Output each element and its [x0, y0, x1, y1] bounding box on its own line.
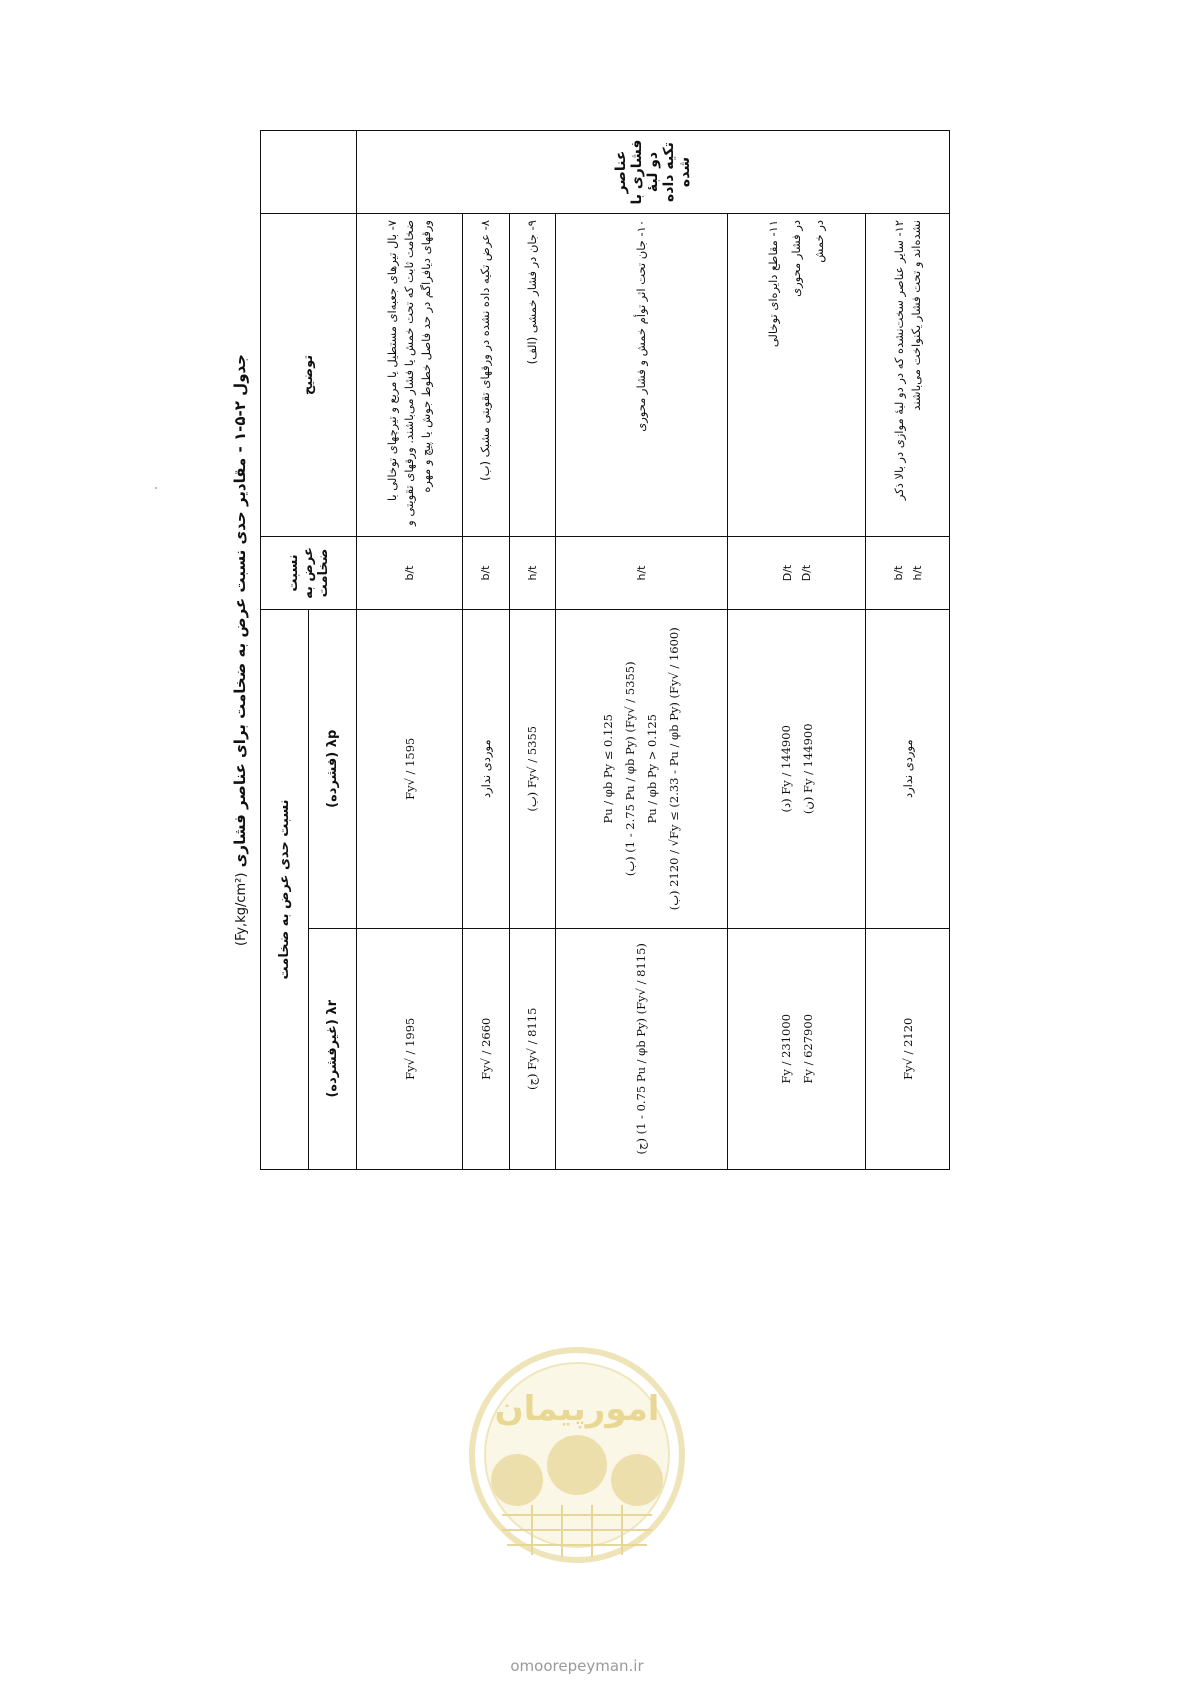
header-limit-group: نسبت حدی عرض به ضخامت	[261, 610, 309, 1170]
row-ratio: b/t	[356, 537, 463, 610]
row-lambda-p: 1595 / √Fy	[356, 610, 463, 929]
formula-line: Pu / φb Py ≤ 0.125	[601, 714, 616, 824]
description-line: ۱۱- مقاطع دایره‌ای توخالی	[766, 220, 781, 348]
row-lambda-p: 5355 / √Fy (ب)	[509, 610, 555, 929]
title-text: جدول ۲-۵-۱ - مقادیر حدی نسبت عرض به ضخامت برای عناصر فشاری	[231, 354, 249, 868]
table-row	[356, 131, 463, 1170]
limit-ratio-table	[260, 130, 950, 1170]
table-row	[866, 131, 950, 1170]
formula-line: 144900 / Fy (ن)	[800, 723, 815, 815]
row-lambda-r	[727, 928, 866, 1169]
ratio-line: D/t	[799, 564, 813, 582]
ratio-line: D/t	[780, 564, 794, 582]
ratio-line: h/t	[910, 565, 924, 581]
table-row	[555, 131, 727, 1170]
table-title	[222, 130, 258, 1170]
row-lambda-p: موردی ندارد	[463, 610, 509, 929]
header-row	[261, 131, 309, 1170]
table-row	[463, 131, 509, 1170]
row-description: ۹- جان در فشار خمشی (الف)	[509, 214, 555, 537]
row-ratio: h/t	[509, 537, 555, 610]
row-lambda-r: (8115 / √Fy) (1 - 0.75 Pu / φb Py) (ج)	[555, 928, 727, 1169]
rotated-table-page	[222, 130, 1191, 1155]
row-lambda-p	[555, 610, 727, 929]
row-description: ۷- بال تیرهای جعبه‌ای مستطیل یا مربع و تیرچهای توخالی با ضخامت ثابت که تحت خمش یا فشار می‌باشند. ورقهای تقویتی و ورقهای دیافراگم در حد فاصل خطوط جوش یا پیچ و مهره	[356, 214, 463, 537]
row-lambda-r: 1995 / √Fy	[356, 928, 463, 1169]
ratio-line: b/t	[891, 565, 905, 581]
header-ratio: نسبت عرض به ضخامت	[261, 537, 357, 610]
row-lambda-r: 2660 / √Fy	[463, 928, 509, 1169]
scan-dust-dot	[155, 487, 157, 489]
row-description: ۱۰- جان تحت اثر توأم خمش و فشار محوری	[555, 214, 727, 537]
row-lambda-r: 8115 / √Fy (ج)	[509, 928, 555, 1169]
description-line: در فشار محوری	[789, 220, 804, 297]
header-description: توضیح	[261, 214, 357, 537]
row-ratio	[727, 537, 866, 610]
logo-emblem-icon	[462, 1345, 692, 1605]
logo-text: امورپیمان	[494, 1389, 660, 1429]
row-lambda-r: 2120 / √Fy	[866, 928, 950, 1169]
formula-line: (1600 / √Fy) (2.33 - Pu / φb Py) ≥ 2120 / √Fy (ب)	[667, 627, 682, 911]
description-line: در خمش	[812, 220, 827, 263]
row-ratio: h/t	[555, 537, 727, 610]
row-lambda-p	[727, 610, 866, 929]
watermark-logo	[462, 1345, 692, 1605]
row-lambda-p: موردی ندارد	[866, 610, 950, 929]
formula-line: (5355 / √Fy) (1 - 2.75 Pu / φb Py) (ب)	[623, 661, 638, 877]
header-lambda-r: λr (غیرفشرده)	[308, 928, 356, 1169]
group-label: عناصر فشاری با دو لبهٔ تکیه داده شده	[356, 131, 949, 214]
header-lambda-p: λp (فشرده)	[308, 610, 356, 929]
formula-line: 231000 / Fy	[778, 1013, 793, 1084]
group-header-blank	[261, 131, 357, 214]
formula-line: Pu / φb Py > 0.125	[645, 714, 660, 824]
row-description: ۱۲- سایر عناصر سخت‌نشده که در دو لبهٔ موازی در بالا ذکر نشده‌اند و تحت فشار یکنواخت می‌باشند	[866, 214, 950, 537]
table-row	[727, 131, 866, 1170]
table-row	[509, 131, 555, 1170]
formula-line: 144900 / Fy (د)	[778, 725, 793, 813]
watermark-site: omoorepeyman.ir	[510, 1657, 644, 1675]
row-description: ۸- عرض تکیه داده نشده در ورقهای تقویتی مشبک (ب)	[463, 214, 509, 537]
title-units: (Fy,kg/cm²)	[234, 872, 249, 946]
row-description	[727, 214, 866, 537]
formula-line: 627900 / Fy	[800, 1013, 815, 1084]
row-ratio: b/t	[463, 537, 509, 610]
row-ratio	[866, 537, 950, 610]
